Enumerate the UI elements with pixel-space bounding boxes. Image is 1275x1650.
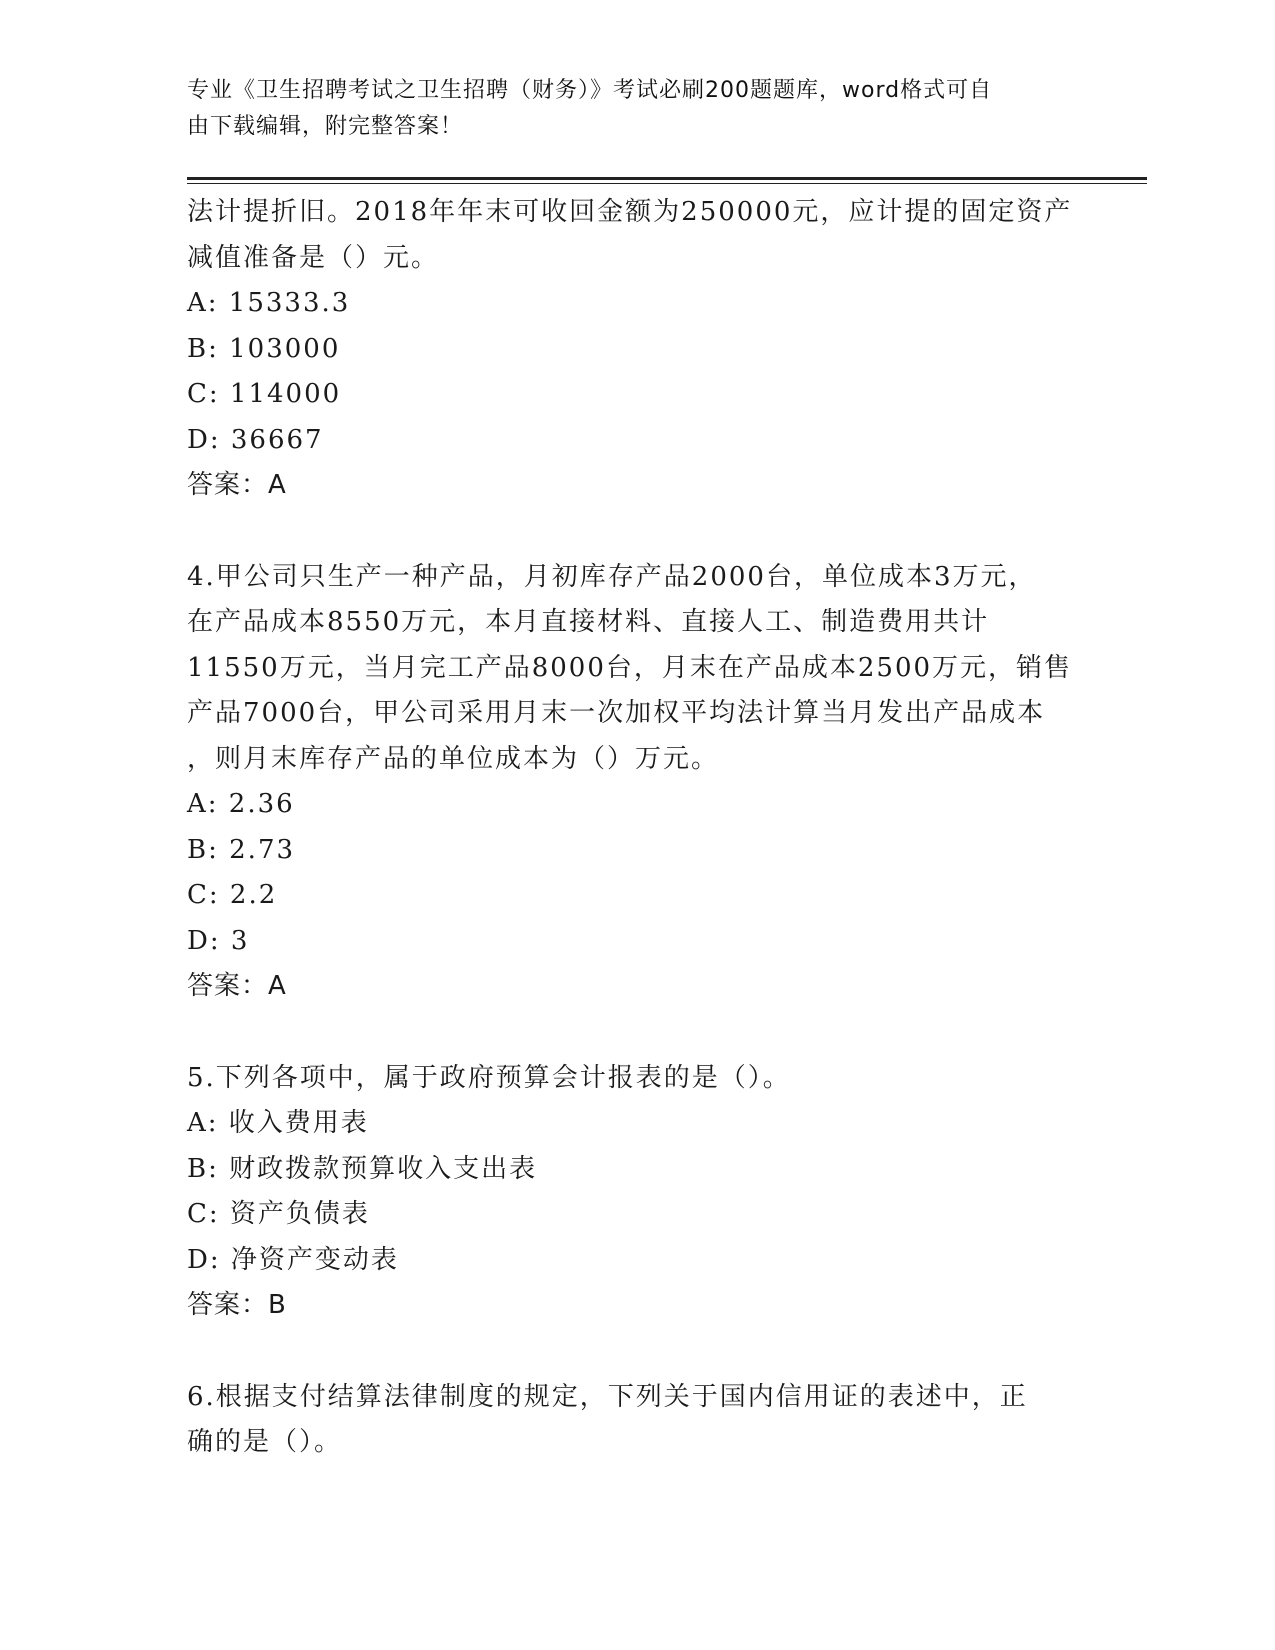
option-b: B: 103000 [187, 333, 341, 364]
question-stem: 5.下列各项中，属于政府预算会计报表的是（）。 [187, 1062, 791, 1093]
option-a: A: 收入费用表 [187, 1108, 369, 1138]
question-6 [187, 1375, 1087, 1466]
question-stem: 在产品成本8550万元，本月直接材料、直接人工、制造费用共计 [187, 607, 990, 637]
answer: 答案：A [187, 971, 287, 1001]
option-d: D: 净资产变动表 [187, 1244, 399, 1275]
question-5 [187, 1056, 1087, 1329]
answer: 答案：B [187, 1290, 287, 1320]
document-header [187, 73, 1067, 145]
question-stem: ，则月末库存产品的单位成本为（）万元。 [187, 743, 720, 774]
option-b: B: 2.73 [187, 834, 296, 865]
header-divider-thin [187, 183, 1147, 184]
answer: 答案：A [187, 470, 287, 500]
option-c: C: 114000 [187, 379, 342, 409]
option-d: D: 3 [187, 925, 250, 956]
question-stem: 11550万元，当月完工产品8000台，月末在产品成本2500万元，销售 [187, 652, 1073, 683]
option-a: A: 2.36 [187, 789, 295, 819]
question-stem: 产品7000台，甲公司采用月末一次加权平均法计算当月发出产品成本 [187, 698, 1046, 728]
header-line: 由下载编辑，附完整答案！ [187, 114, 464, 139]
question-stem: 法计提折旧。2018年年末可收回金额为250000元，应计提的固定资产 [187, 197, 1073, 227]
question-list [187, 190, 1087, 1466]
option-b: B: 财政拨款预算收入支出表 [187, 1153, 538, 1184]
question-stem: 减值准备是（）元。 [187, 242, 440, 273]
question-stem: 6.根据支付结算法律制度的规定，下列关于国内信用证的表述中，正 [187, 1381, 1028, 1412]
option-d: D: 36667 [187, 424, 324, 455]
option-c: C: 资产负债表 [187, 1199, 370, 1229]
header-line: 专业《卫生招聘考试之卫生招聘（财务）》考试必刷200题题库，word格式可自 [187, 78, 993, 103]
header-divider [187, 177, 1147, 180]
question-stem: 确的是（）。 [187, 1427, 343, 1457]
option-a: A: 15333.3 [187, 288, 351, 318]
question-stem: 4.甲公司只生产一种产品，月初库存产品2000台，单位成本3万元， [187, 561, 1037, 592]
question-4 [187, 555, 1087, 1010]
option-c: C: 2.2 [187, 880, 278, 910]
question-3 [187, 190, 1087, 509]
